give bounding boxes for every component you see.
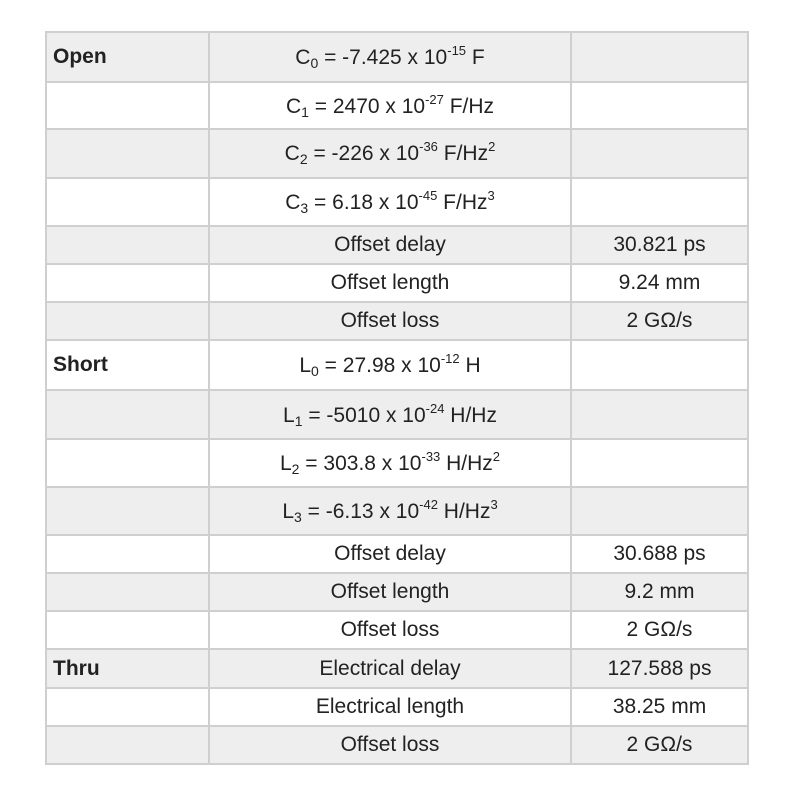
parameter-unit: H/Hz (437, 499, 491, 523)
section-label (46, 390, 209, 438)
table-row (46, 487, 748, 535)
section-label (46, 82, 209, 129)
value-cell: 30.688 ps (571, 535, 748, 573)
parameter-cell (209, 487, 571, 535)
table-row (46, 32, 748, 82)
table-row (46, 340, 748, 390)
parameter-cell: Electrical delay (209, 649, 571, 687)
value-cell: 127.588 ps (571, 649, 748, 687)
parameter-cell (209, 129, 571, 177)
value-cell: 9.24 mm (571, 264, 748, 302)
parameter-subscript: 3 (294, 508, 302, 525)
value-cell (571, 32, 748, 82)
parameter-subscript: 2 (299, 151, 308, 168)
section-label (46, 302, 209, 340)
value-cell (571, 82, 748, 129)
table-row (46, 178, 748, 226)
table-row (46, 439, 748, 487)
parameter-unit-exponent: 2 (488, 139, 496, 155)
section-label (46, 535, 209, 573)
parameter-cell (209, 178, 571, 226)
parameter-symbol: C (285, 94, 302, 118)
parameter-unit: F/Hz (437, 190, 488, 214)
table-row (46, 302, 748, 340)
parameter-symbol: C (284, 142, 300, 166)
parameter-equation: = 303.8 x 10 (299, 451, 422, 475)
parameter-unit-exponent: 3 (490, 496, 498, 512)
parameter-equation: = -7.425 x 10 (318, 46, 448, 70)
table-row (46, 649, 748, 687)
parameter-unit: F/Hz (437, 142, 489, 166)
parameter-cell: Offset delay (209, 226, 571, 264)
parameter-unit: F (466, 46, 485, 70)
parameter-cell: Offset loss (209, 611, 571, 649)
parameter-cell (209, 390, 571, 438)
parameter-cell: Offset delay (209, 535, 571, 573)
parameter-cell: Electrical length (209, 688, 571, 726)
table-row (46, 726, 748, 764)
value-cell (571, 439, 748, 487)
value-cell (571, 390, 748, 438)
parameter-cell: Offset loss (209, 302, 571, 340)
parameter-equation: = 6.18 x 10 (308, 190, 419, 214)
table-row (46, 573, 748, 611)
value-cell: 2 GΩ/s (571, 726, 748, 764)
section-label: Open (46, 32, 209, 82)
parameter-exponent: -12 (440, 351, 460, 367)
parameter-subscript: 0 (311, 363, 319, 380)
parameter-symbol: L (299, 354, 312, 378)
section-label (46, 226, 209, 264)
parameter-subscript: 1 (301, 103, 309, 120)
parameter-unit-exponent: 3 (487, 187, 495, 203)
section-label: Short (46, 340, 209, 390)
value-cell: 38.25 mm (571, 688, 748, 726)
section-label (46, 726, 209, 764)
value-cell: 2 GΩ/s (571, 611, 748, 649)
parameter-subscript: 0 (310, 55, 319, 72)
parameter-cell: Offset loss (209, 726, 571, 764)
parameter-subscript: 3 (300, 199, 309, 216)
parameter-unit-exponent: 2 (492, 448, 501, 464)
parameter-symbol: L (282, 499, 295, 523)
value-cell (571, 340, 748, 390)
parameter-cell (209, 340, 571, 390)
parameter-equation: = -6.13 x 10 (301, 499, 420, 523)
section-label (46, 688, 209, 726)
value-cell (571, 487, 748, 535)
section-label (46, 439, 209, 487)
section-label (46, 487, 209, 535)
parameter-symbol: L (279, 451, 292, 475)
table-row (46, 226, 748, 264)
parameter-equation: = -226 x 10 (307, 142, 420, 166)
parameter-symbol: C (295, 46, 311, 70)
section-label: Thru (46, 649, 209, 687)
table-body (46, 32, 748, 764)
parameter-equation: = -5010 x 10 (302, 403, 426, 427)
section-label (46, 129, 209, 177)
value-cell (571, 129, 748, 177)
parameter-unit: F/Hz (443, 94, 495, 118)
parameter-subscript: 2 (291, 460, 300, 477)
parameter-cell: Offset length (209, 573, 571, 611)
value-cell: 30.821 ps (571, 226, 748, 264)
parameter-exponent: -24 (425, 400, 445, 416)
section-label (46, 178, 209, 226)
table-row (46, 82, 748, 129)
table-row (46, 611, 748, 649)
parameter-cell (209, 82, 571, 129)
value-cell: 9.2 mm (571, 573, 748, 611)
calibration-table (45, 31, 749, 765)
parameter-exponent: -36 (419, 139, 438, 155)
parameter-unit: H/Hz (444, 403, 497, 427)
parameter-unit: H (459, 354, 481, 378)
table-row (46, 129, 748, 177)
parameter-exponent: -33 (421, 448, 441, 464)
parameter-exponent: -45 (418, 187, 438, 203)
parameter-cell (209, 439, 571, 487)
parameter-exponent: -15 (447, 43, 467, 59)
value-cell: 2 GΩ/s (571, 302, 748, 340)
parameter-equation: = 27.98 x 10 (318, 354, 441, 378)
parameter-symbol: L (283, 403, 295, 427)
parameter-cell (209, 32, 571, 82)
parameter-equation: = 2470 x 10 (308, 94, 426, 118)
parameter-symbol: C (285, 190, 301, 214)
table-row (46, 390, 748, 438)
parameter-cell: Offset length (209, 264, 571, 302)
parameter-unit: H/Hz (440, 451, 493, 475)
section-label (46, 611, 209, 649)
table-row (46, 264, 748, 302)
parameter-subscript: 1 (294, 412, 303, 429)
table-row (46, 688, 748, 726)
section-label (46, 573, 209, 611)
value-cell (571, 178, 748, 226)
parameter-exponent: -27 (425, 91, 444, 107)
parameter-exponent: -42 (419, 496, 438, 512)
section-label (46, 264, 209, 302)
table-row (46, 535, 748, 573)
